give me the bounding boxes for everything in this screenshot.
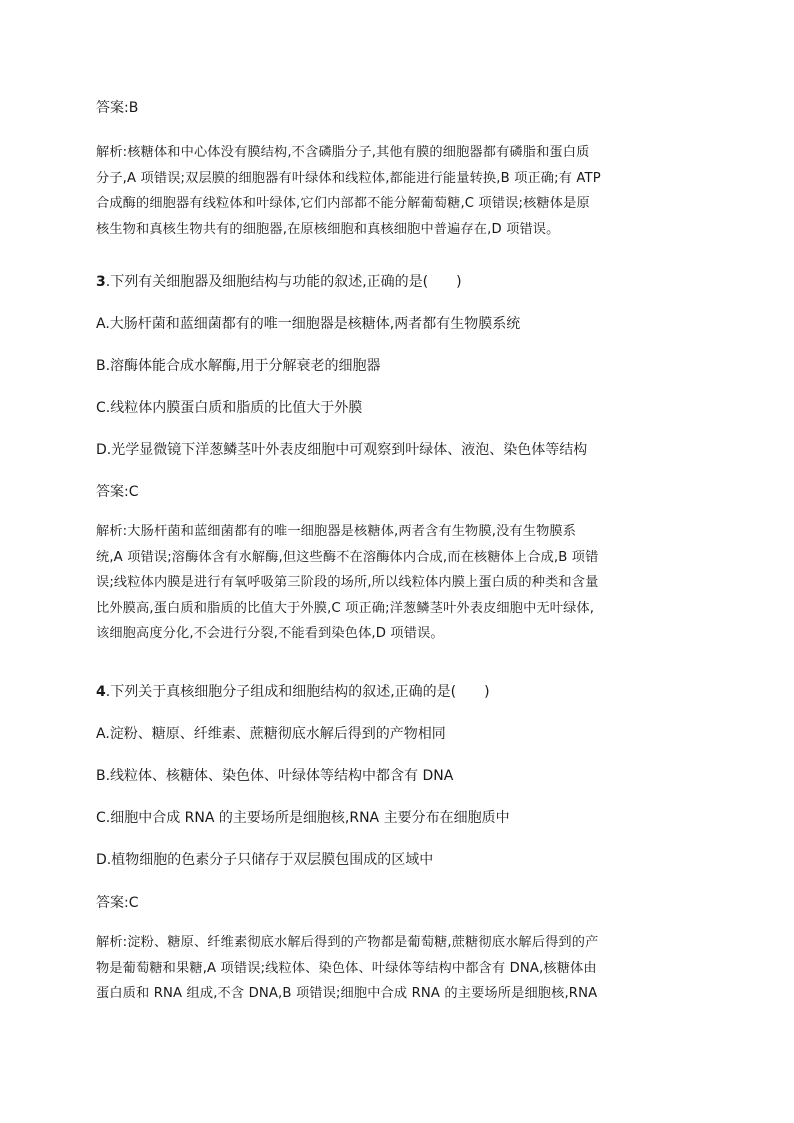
answer-line-1 <box>96 98 696 118</box>
explanation-line: 蛋白质和 RNA 组成,不含 DNA,B 项错误;细胞中合成 RNA 的主要场所是细胞核,RNA <box>96 986 598 1001</box>
answer-value: C <box>128 895 139 911</box>
question-4-option-c: C.细胞中合成 RNA 的主要场所是细胞核,RNA 主要分布在细胞质中 <box>96 810 510 826</box>
question-number: 3 <box>96 274 106 290</box>
answer-label: 答案: <box>96 484 129 500</box>
explanation-line: 物是葡萄糖和果糖,A 项错误;线粒体、染色体、叶绿体等结构中都含有 DNA,核糖体由 <box>96 960 597 976</box>
explanation-label: 解析: <box>96 524 128 539</box>
explanation-line: 解析:淀粉、糖原、纤维素彻底水解后得到的产物都是葡萄糖,蔗糖彻底水解后得到的产 <box>96 935 599 950</box>
question-3-option-d: D.光学显微镜下洋葱鳞茎叶外表皮细胞中可观察到叶绿体、液泡、染色体等结构 <box>96 442 588 458</box>
explanation-block-1 <box>96 140 696 242</box>
explanation-line: 比外膜高,蛋白质和脂质的比值大于外膜,C 项正确;洋葱鳞茎叶外表皮细胞中无叶绿体, <box>96 600 595 616</box>
explanation-line: 分子,A 项错误;双层膜的细胞器有叶绿体和线粒体,都能进行能量转换,B 项正确;有 ATP <box>96 170 601 186</box>
answer-line-4 <box>96 893 696 913</box>
question-3-option-b: B.溶酶体能合成水解酶,用于分解衰老的细胞器 <box>96 358 381 374</box>
question-text: .下列有关细胞器及细胞结构与功能的叙述,正确的是( ) <box>105 274 462 290</box>
explanation-block-4 <box>96 930 696 1007</box>
answer-value: C <box>128 484 139 500</box>
question-text: .下列关于真核细胞分子组成和细胞结构的叙述,正确的是( ) <box>105 684 490 700</box>
answer-label: 答案: <box>96 895 129 911</box>
explanation-line: 解析:大肠杆菌和蓝细菌都有的唯一细胞器是核糖体,两者含有生物膜,没有生物膜系 <box>96 524 577 539</box>
question-3-stem <box>96 272 696 292</box>
question-number: 4 <box>96 684 106 700</box>
explanation-block-3 <box>96 519 696 647</box>
explanation-line: 合成酶的细胞器有线粒体和叶绿体,它们内部都不能分解葡萄糖,C 项错误;核糖体是原 <box>96 196 590 211</box>
explanation-label: 解析: <box>96 935 128 950</box>
explanation-line: 该细胞高度分化,不会进行分裂,不能看到染色体,D 项错误。 <box>96 626 444 641</box>
explanation-line: 统,A 项错误;溶酶体含有水解酶,但这些酶不在溶酶体内合成,而在核糖体上合成,B 项错 <box>96 549 599 565</box>
explanation-line: 核生物和真核生物共有的细胞器,在原核细胞和真核细胞中普遍存在,D 项错误。 <box>96 221 560 237</box>
answer-line-3 <box>96 482 696 502</box>
answer-label: 答案: <box>96 100 129 116</box>
question-3-option-c: C.线粒体内膜蛋白质和脂质的比值大于外膜 <box>96 400 363 416</box>
question-4-option-a: A.淀粉、糖原、纤维素、蔗糖彻底水解后得到的产物相同 <box>96 726 446 742</box>
question-3-option-a: A.大肠杆菌和蓝细菌都有的唯一细胞器是核糖体,两者都有生物膜系统 <box>96 316 521 332</box>
explanation-line: 误;线粒体内膜是进行有氧呼吸第三阶段的场所,所以线粒体内膜上蛋白质的种类和含量 <box>96 575 599 590</box>
explanation-line: 解析:核糖体和中心体没有膜结构,不含磷脂分子,其他有膜的细胞器都有磷脂和蛋白质 <box>96 145 590 160</box>
explanation-label: 解析: <box>96 145 128 160</box>
question-4-option-b: B.线粒体、核糖体、染色体、叶绿体等结构中都含有 DNA <box>96 768 454 784</box>
question-4-stem <box>96 682 696 702</box>
answer-value: B <box>128 100 139 116</box>
question-4-option-d: D.植物细胞的色素分子只储存于双层膜包围成的区域中 <box>96 852 434 868</box>
